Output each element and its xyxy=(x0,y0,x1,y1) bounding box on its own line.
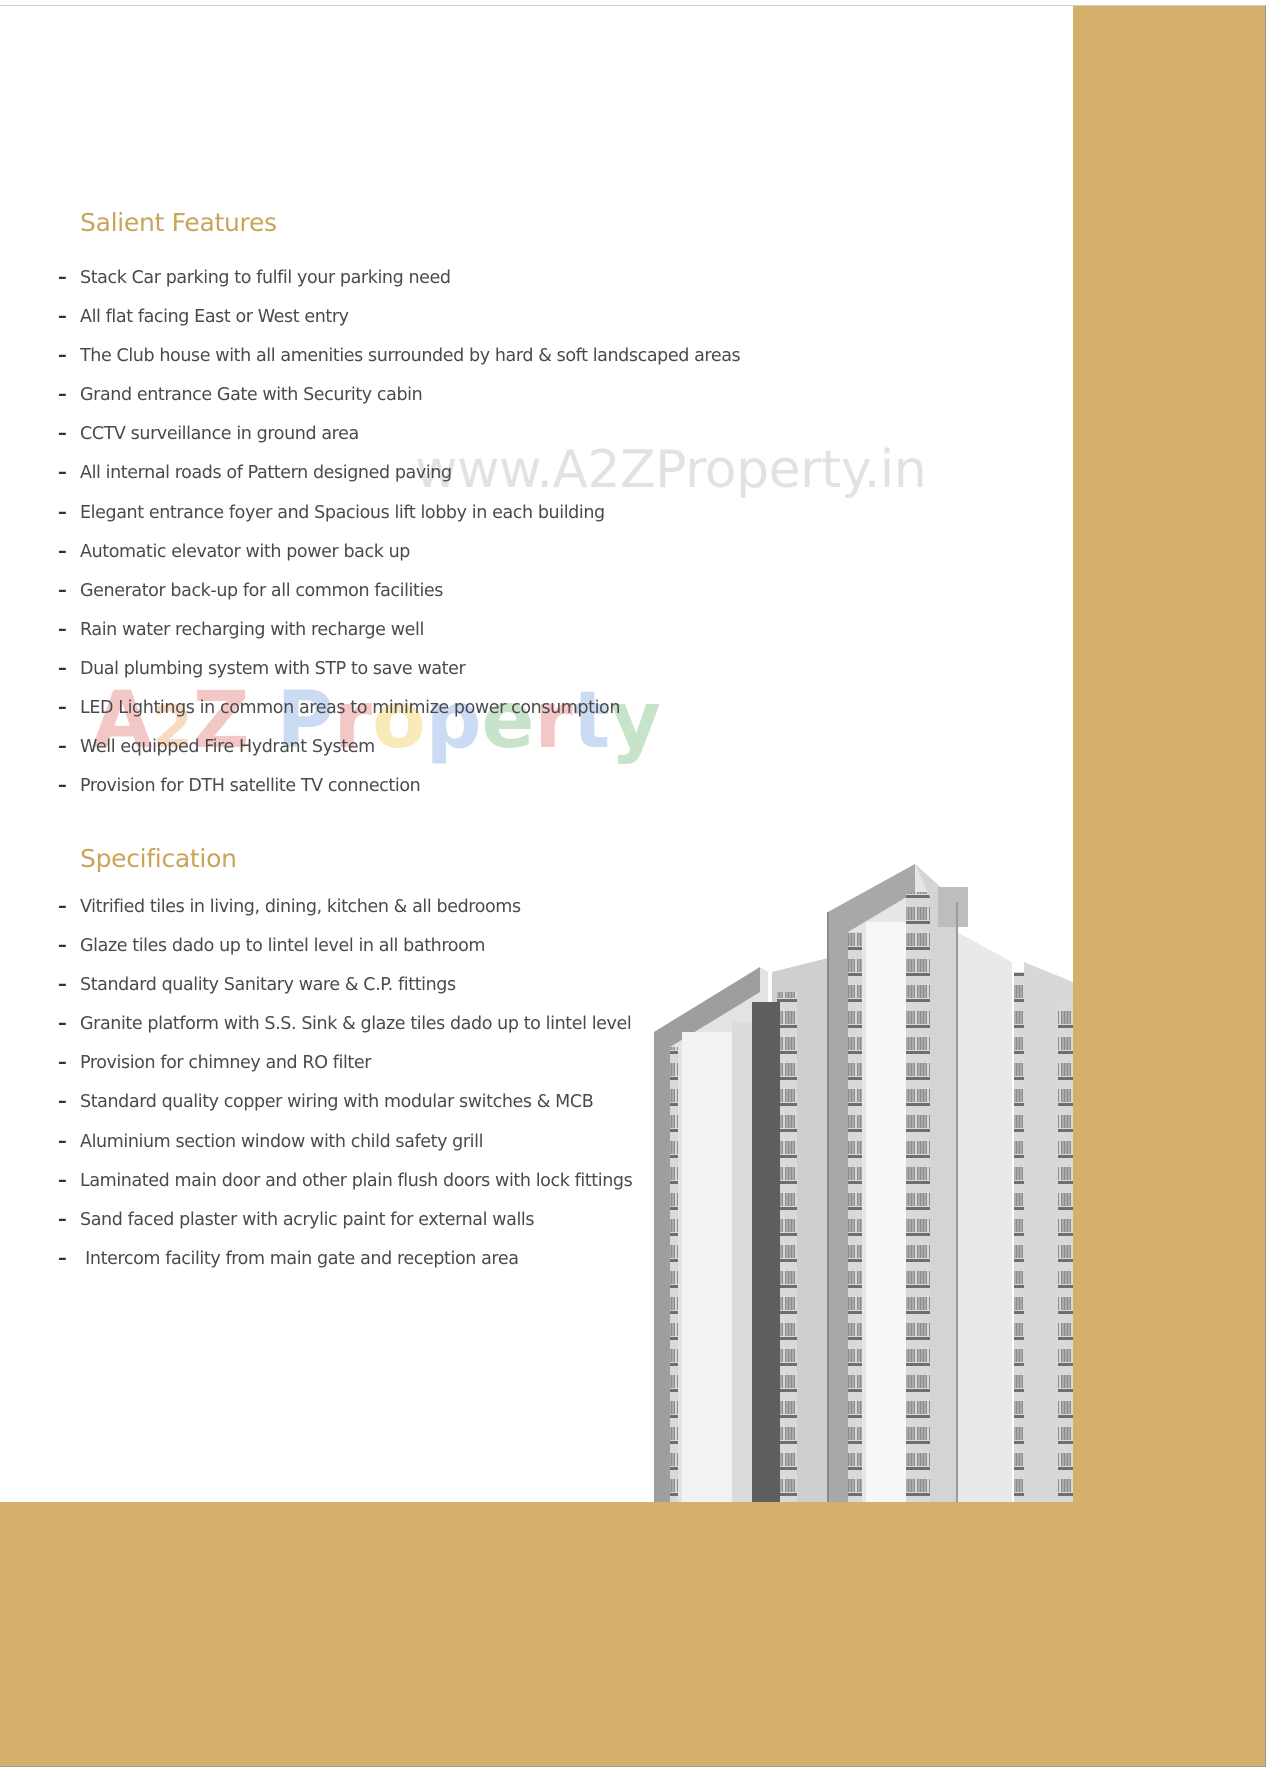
list-item xyxy=(58,1162,632,1201)
list-item xyxy=(58,689,740,728)
list-item xyxy=(58,572,740,611)
building-illustration xyxy=(652,852,1073,1502)
list-item-text: Rain water recharging with recharge well xyxy=(80,619,424,640)
dash-bullet-icon: – xyxy=(58,776,67,797)
list-item-text: Sand faced plaster with acrylic paint for external walls xyxy=(80,1209,535,1230)
list-item-text: Laminated main door and other plain flush doors with lock fittings xyxy=(80,1170,633,1191)
list-item xyxy=(58,298,740,337)
dash-bullet-icon: – xyxy=(58,1248,67,1269)
list-item xyxy=(58,1083,632,1122)
list-item-text: Vitrified tiles in living, dining, kitchen & all bedrooms xyxy=(80,897,521,917)
list-item-text: Standard quality Sanitary ware & C.P. fittings xyxy=(80,975,456,996)
list-item xyxy=(58,728,740,767)
list-item-text: Granite platform with S.S. Sink & glaze tiles dado up to lintel level xyxy=(80,1014,632,1035)
dash-bullet-icon: – xyxy=(58,1053,67,1074)
list-item xyxy=(58,650,740,689)
list-item-text: Glaze tiles dado up to lintel level in all bathroom xyxy=(80,936,486,957)
list-item xyxy=(58,966,632,1005)
dash-bullet-icon: – xyxy=(58,424,67,445)
salient-features-heading: Salient Features xyxy=(80,208,277,237)
list-item xyxy=(58,494,740,533)
list-item-text: The Club house with all amenities surrounded by hard & soft landscaped areas xyxy=(80,346,741,367)
list-item xyxy=(58,376,740,415)
list-item-text: Elegant entrance foyer and Spacious lift lobby in each building xyxy=(80,502,605,523)
dash-bullet-icon: – xyxy=(58,698,67,719)
svg-text:A2Z Property: A2Z Property xyxy=(92,676,662,766)
list-item xyxy=(58,1044,632,1083)
list-item xyxy=(58,1201,632,1240)
list-item-text: LED Lightings in common areas to minimize power consumption xyxy=(80,698,621,719)
list-item-text: Intercom facility from main gate and reception area xyxy=(80,1248,519,1269)
dash-bullet-icon: – xyxy=(58,346,67,367)
dash-bullet-icon: – xyxy=(58,307,67,328)
dash-bullet-icon: – xyxy=(58,619,67,640)
list-item-text: CCTV surveillance in ground area xyxy=(80,424,359,445)
list-item-text: Generator back-up for all common facilities xyxy=(80,580,444,601)
watermark-url: www.A2ZProperty.in xyxy=(415,440,927,500)
list-item xyxy=(58,259,740,298)
dash-bullet-icon: – xyxy=(58,975,67,996)
dash-bullet-icon: – xyxy=(58,897,67,917)
dash-bullet-icon: – xyxy=(58,268,67,288)
dash-bullet-icon: – xyxy=(58,1092,67,1113)
list-item xyxy=(58,1005,632,1044)
list-item-text: Provision for chimney and RO filter xyxy=(80,1053,372,1074)
list-item-text: Grand entrance Gate with Security cabin xyxy=(80,385,423,406)
salient-features-list xyxy=(58,259,740,806)
list-item xyxy=(58,337,740,376)
specification-list xyxy=(58,888,632,1279)
dash-bullet-icon: – xyxy=(58,1209,67,1230)
dash-bullet-icon: – xyxy=(58,502,67,523)
specification-heading: Specification xyxy=(80,844,237,873)
list-item-text: Stack Car parking to fulfil your parking need xyxy=(80,268,451,288)
list-item xyxy=(58,415,740,454)
list-item xyxy=(58,1123,632,1162)
dash-bullet-icon: – xyxy=(58,658,67,679)
right-border xyxy=(1265,5,1266,1767)
list-item xyxy=(58,888,632,927)
list-item xyxy=(58,927,632,966)
gold-bottom-band xyxy=(0,1502,1265,1766)
dash-bullet-icon: – xyxy=(58,936,67,957)
gold-side-panel xyxy=(1073,6,1265,1506)
list-item-text: Dual plumbing system with STP to save water xyxy=(80,658,466,679)
dash-bullet-icon: – xyxy=(58,1131,67,1152)
list-item xyxy=(58,454,740,493)
list-item-text: Well equipped Fire Hydrant System xyxy=(80,737,375,758)
list-item-text: All flat facing East or West entry xyxy=(80,307,349,328)
dash-bullet-icon: – xyxy=(58,541,67,562)
list-item xyxy=(58,767,740,806)
list-item-text: Aluminium section window with child safety grill xyxy=(80,1131,484,1152)
list-item-text: All internal roads of Pattern designed paving xyxy=(80,463,452,484)
dash-bullet-icon: – xyxy=(58,463,67,484)
list-item-text: Automatic elevator with power back up xyxy=(80,541,411,562)
list-item xyxy=(58,1240,632,1279)
dash-bullet-icon: – xyxy=(58,737,67,758)
dash-bullet-icon: – xyxy=(58,580,67,601)
list-item-text: Provision for DTH satellite TV connection xyxy=(80,776,421,797)
bottom-border xyxy=(0,1766,1266,1767)
list-item-text: Standard quality copper wiring with modular switches & MCB xyxy=(80,1092,594,1113)
dash-bullet-icon: – xyxy=(58,1014,67,1035)
list-item xyxy=(58,533,740,572)
dash-bullet-icon: – xyxy=(58,1170,67,1191)
dash-bullet-icon: – xyxy=(58,385,67,406)
list-item xyxy=(58,611,740,650)
